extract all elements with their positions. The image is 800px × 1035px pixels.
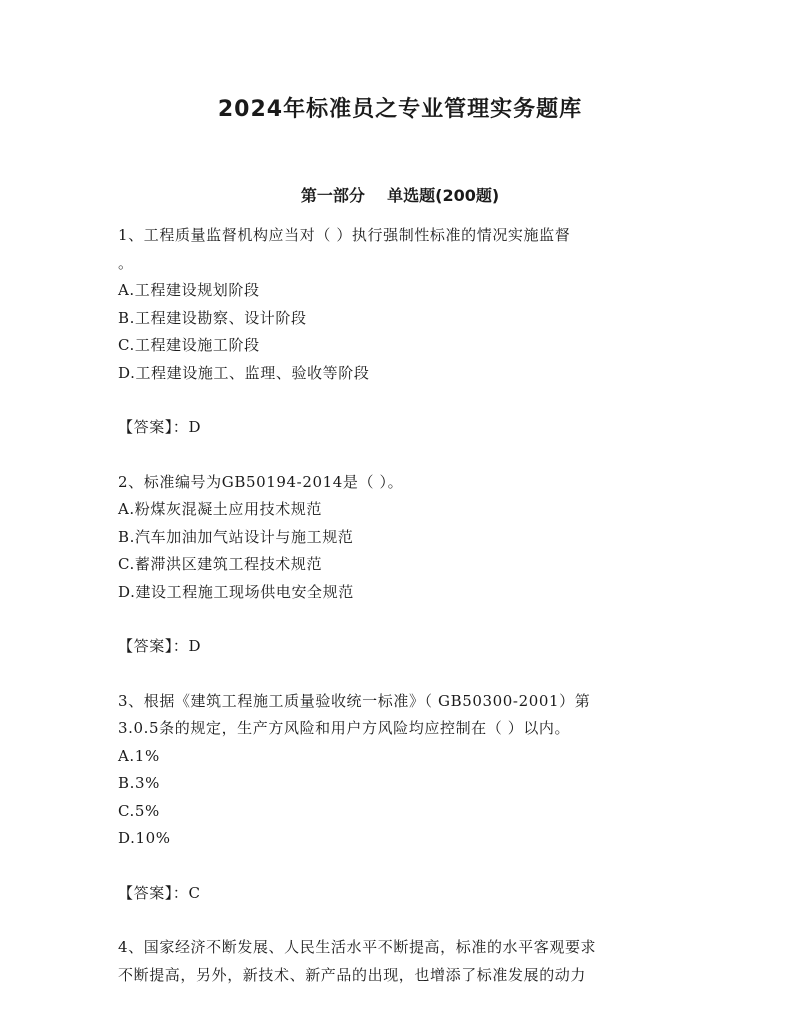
question-4 [118,934,688,989]
option-c: C.蓄滞洪区建筑工程技术规范 [118,555,323,573]
option-b: B.汽车加油加气站设计与施工规范 [118,527,354,546]
option-a: A.粉煤灰混凝土应用技术规范 [118,500,323,518]
question-stem-line: 1、工程质量监督机构应当对（ ）执行强制性标准的情况实施监督 [118,226,571,244]
question-3 [118,688,688,908]
question-stem-line: 。 [118,253,134,272]
option-d: D.10% [118,829,171,847]
section-heading: 第一部分 单选题(200题) [300,186,500,205]
option-c: C.5% [118,801,160,820]
question-stem-line: 2、标准编号为GB50194-2014是（ ）。 [118,472,404,491]
question-stem-line: 4、国家经济不断发展、人民生活水平不断提高，标准的水平客观要求 [118,938,597,956]
question-list [118,222,688,989]
option-a: A.工程建设规划阶段 [118,281,260,299]
option-c: C.工程建设施工阶段 [118,336,260,354]
document-title: 2024年标准员之专业管理实务题库 [217,97,583,122]
answer-line: 【答案】：D [118,637,202,655]
question-stem-line: 3.0.5条的规定，生产方风险和用户方风险均应控制在（ ）以内。 [118,719,571,737]
question-2 [118,469,688,661]
option-b: B.3% [118,774,160,792]
answer-line: 【答案】：C [118,883,201,902]
question-1 [118,222,688,442]
option-b: B.工程建设勘察、设计阶段 [118,308,307,327]
question-stem-line: 不断提高，另外，新技术、新产品的出现，也增添了标准发展的动力 [118,965,587,984]
option-d: D.工程建设施工、监理、验收等阶段 [118,363,370,382]
answer-line: 【答案】：D [118,418,202,436]
question-stem-line: 3、根据《建筑工程施工质量验收统一标准》（ GB50300-2001）第 [118,691,591,710]
option-d: D.建设工程施工现场供电安全规范 [118,582,354,601]
option-a: A.1% [118,746,160,765]
